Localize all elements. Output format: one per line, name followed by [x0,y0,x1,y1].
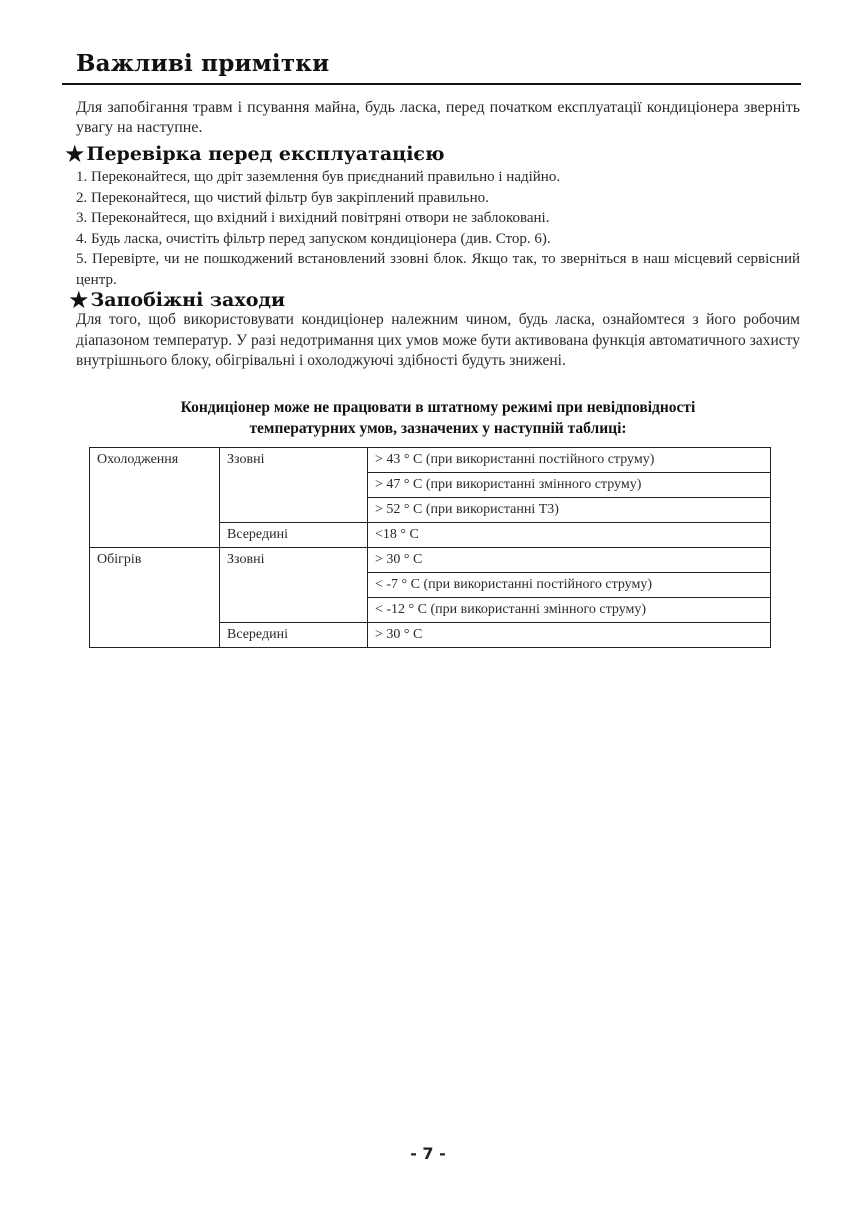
page-number: - 7 - [410,1144,446,1163]
check-list [76,167,800,290]
check-section-title: Перевірка перед експлуатацією [86,143,445,165]
table-row [90,448,771,473]
value-cell: > 43 ° С (при використанні постійного струму) [368,448,771,473]
star-icon: ★ [64,140,86,168]
value-cell: > 30 ° С [368,548,771,573]
value-cell: < -12 ° С (при використанні змінного струму) [368,598,771,623]
location-cell-inside: Всередині [220,623,368,648]
title-divider [62,83,801,85]
table-row [90,548,771,573]
check-section-heading [64,140,445,168]
value-cell: > 30 ° С [368,623,771,648]
value-cell: > 47 ° С (при використанні змінного струму) [368,473,771,498]
value-cell: < -7 ° С (при використанні постійного струму) [368,573,771,598]
precaution-section-heading [68,286,286,314]
star-icon: ★ [68,286,90,314]
value-cell: > 52 ° С (при використанні Т3) [368,498,771,523]
mode-cell-heating: Обігрів [90,548,220,648]
page-title: Важливі примітки [76,50,330,77]
precaution-paragraph: Для того, щоб використовувати кондиціонер належним чином, будь ласка, ознайомтеся з його робочим діапазоном температур. У разі недотримання цих умов може бути активована функція автоматичного захисту внутрішнього блоку, обігрівальні і охолоджуючі здібності будуть знижені. [76,311,800,369]
list-item: 1. Переконайтеся, що дріт заземлення був приєднаний правильно і надійно. [76,169,561,185]
mode-cell-cooling: Охолодження [90,448,220,548]
location-cell-outside: Ззовні [220,548,368,623]
operating-conditions-table [89,447,771,648]
table-caption-line: температурних умов, зазначених у наступній таблиці: [249,419,627,437]
value-cell: <18 ° С [368,523,771,548]
table-caption-line: Кондиціонер може не працювати в штатному режимі при невідповідності [180,399,696,416]
location-cell-outside: Ззовні [220,448,368,523]
intro-paragraph: Для запобігання травм і псування майна, будь ласка, перед початком експлуатації кондиціонера зверніть увагу на наступне. [76,99,800,136]
precaution-section-title: Запобіжні заходи [90,289,286,311]
list-item: 3. Переконайтеся, що вхідний і вихідний повітряні отвори не заблоковані. [76,210,550,226]
table-caption [76,398,800,439]
location-cell-inside: Всередині [220,523,368,548]
list-item: 2. Переконайтеся, що чистий фільтр був закріплений правильно. [76,189,489,206]
list-item: 4. Будь ласка, очистіть фільтр перед запуском кондиціонера (див. Стор. 6). [76,230,551,247]
list-item: 5. Перевірте, чи не пошкоджений встановлений ззовні блок. Якщо так, то зверніться в наш місцевий сервісний центр. [76,251,800,288]
